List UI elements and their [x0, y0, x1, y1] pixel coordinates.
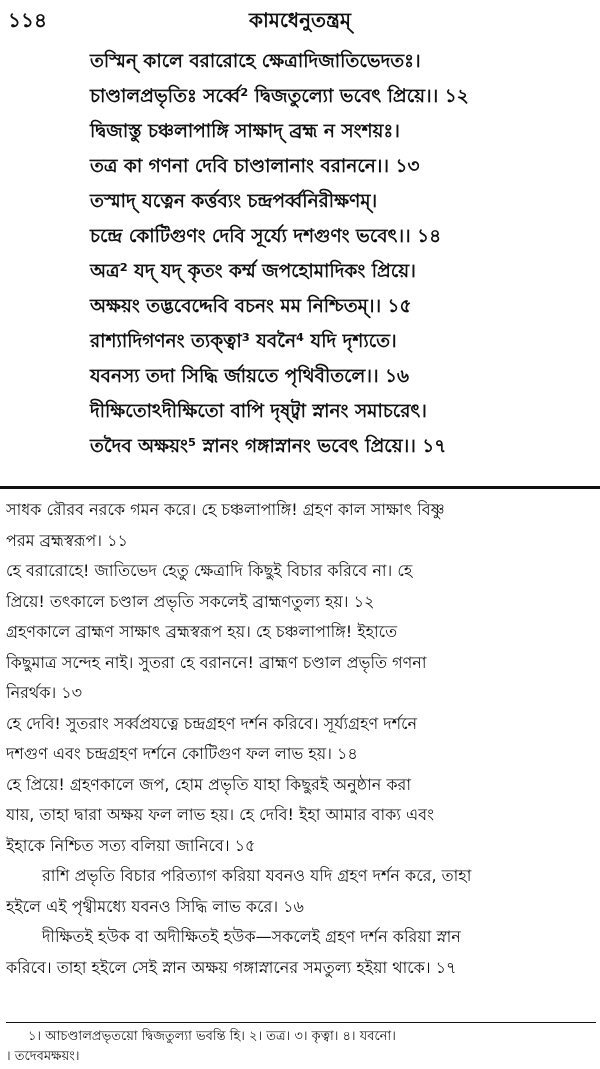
- translation-line: হইলে এই পৃথ্বীমধ্যে যবনও সিদ্ধি লাভ করে। ১৬: [6, 896, 304, 916]
- translation-line: দশগুণ এবং চন্দ্রগ্রহণ দর্শনে কোটিগুণ ফল লাভ হয়। ১৪: [6, 744, 358, 763]
- translation-line: সাধক রৌরব নরকে গমন করে। হে চঞ্চলাপাঙ্গি! গ্রহণ কাল সাক্ষাৎ বিষ্ণু: [6, 500, 445, 519]
- verse-line: তস্মিন্ কালে বরারোহে ক্ষেত্রাদিজাতিভেদতঃ।: [90, 51, 421, 72]
- footnote-line: । তদেবমক্ষয়ং।: [6, 1049, 80, 1064]
- verse-line: অক্ষয়ং তদ্ভবেদ্দেবি বচনং মম নিশ্চিতম্।। ১৫: [90, 296, 412, 317]
- verse-line: রাশ্যাদিগণনং ত্যক্ত্বা³ যবনৈ⁴ যদি দৃশ্যতে।: [90, 331, 397, 352]
- verse-line: যবনস্য তদা সিদ্ধি র্জায়তে পৃথিবীতলে।। ১৬: [90, 366, 410, 387]
- bengali-translation: [6, 495, 596, 983]
- translation-line: হে বরারোহে! জাতিভেদ হেতু ক্ষেত্রাদি কিছুই বিচার করিবে না। হে: [6, 561, 413, 580]
- page-number: ১১৪: [8, 8, 47, 32]
- translation-line: হে দেবি! সুতরাং সর্ব্বপ্রযত্নে চন্দ্রগ্রহণ দর্শন করিবে। সূর্য্যগ্রহণ দর্শনে: [6, 713, 418, 733]
- verse-translation-divider: [0, 486, 600, 489]
- translation-line: নিরর্থক। ১৩: [6, 683, 83, 702]
- verse-line: চাণ্ডালপ্রভৃতিঃ সর্ব্বে² দ্বিজতুল্যো ভবেৎ প্রিয়ে।। ১২: [90, 86, 469, 107]
- sanskrit-verses: [90, 44, 595, 464]
- translation-line: রাশি প্রভৃতি বিচার পরিত্যাগ করিয়া যবনও যদি গ্রহণ দর্শন করে, তাহা: [42, 866, 472, 885]
- page-header: [0, 0, 600, 40]
- footnotes: [6, 1027, 596, 1067]
- translation-line: ইহাকে নিশ্চিত সত্য বলিয়া জানিবে। ১৫: [6, 835, 256, 855]
- verse-line: চন্দ্রে কোটিগুণং দেবি সূর্য্যে দশগুণং ভবেৎ।। ১৪: [90, 226, 442, 247]
- verse-line: অত্র² যদ্ যদ্ কৃতং কর্ম্ম জপহোমাদিকং প্রিয়ে।: [90, 261, 416, 282]
- translation-line: প্রিয়ে! তৎকালে চণ্ডাল প্রভৃতি সকলেই ব্রাহ্মণতুল্য হয়। ১২: [6, 591, 375, 611]
- translation-line: যায়, তাহা দ্বারা অক্ষয় ফল লাভ হয়। হে দেবি! ইহা আমার বাক্য এবং: [6, 805, 434, 824]
- translation-line: করিবে। তাহা হইলে সেই স্নান অক্ষয় গঙ্গাস্নানের সমতুল্য হইয়া থাকে। ১৭: [6, 957, 457, 977]
- verse-line: দ্বিজাস্তু চঞ্চলাপাঙ্গি সাক্ষাদ্ ব্রহ্ম ন সংশয়ঃ।: [90, 121, 400, 142]
- translation-line: গ্রহণকালে ব্রাহ্মণ সাক্ষাৎ ব্রহ্মস্বরূপ হয়। হে চঞ্চলাপাঙ্গি! ইহাতে: [6, 622, 398, 641]
- translation-line: হে প্রিয়ে! গ্রহণকালে জপ, হোম প্রভৃতি যাহা কিছুরই অনুষ্ঠান করা: [6, 774, 411, 794]
- verse-line: দীক্ষিতোঽদীক্ষিতো বাপি দৃষ্ট্বা স্নানং সমাচরেৎ।: [90, 401, 427, 422]
- verse-line: তদৈব অক্ষয়ং⁵ স্নানং গঙ্গাস্নানং ভবেৎ প্রিয়ে।। ১৭: [90, 436, 447, 457]
- verse-line: তত্র কা গণনা দেবি চাণ্ডালানাং বরাননে।। ১৩: [90, 156, 420, 177]
- translation-line: পরম ব্রহ্মস্বরূপ। ১১: [6, 530, 128, 550]
- translation-line: দীক্ষিতই হউক বা অদীক্ষিতই হউক—সকলেই গ্রহণ দর্শন করিয়া স্নান: [42, 927, 461, 946]
- verse-line: তস্মাদ্ যত্নেন কর্ত্তব্যং চন্দ্রপর্ব্বনিরীক্ষণম্।: [90, 191, 378, 212]
- translation-line: কিছুমাত্র সন্দেহ নাই। সুতরা হে বরাননে! ব্রাহ্মণ চণ্ডাল প্রভৃতি গণনা: [6, 652, 427, 672]
- running-title: কামধেনুতন্ত্রম্: [248, 8, 352, 32]
- footnote-line: ১। আচণ্ডালপ্রভৃতয়ো দ্বিজতুল্যা ভবন্তি হি। ২। তত্র। ৩। কৃত্বা। ৪। যবনো।: [28, 1029, 396, 1044]
- footnote-divider: [6, 1022, 596, 1023]
